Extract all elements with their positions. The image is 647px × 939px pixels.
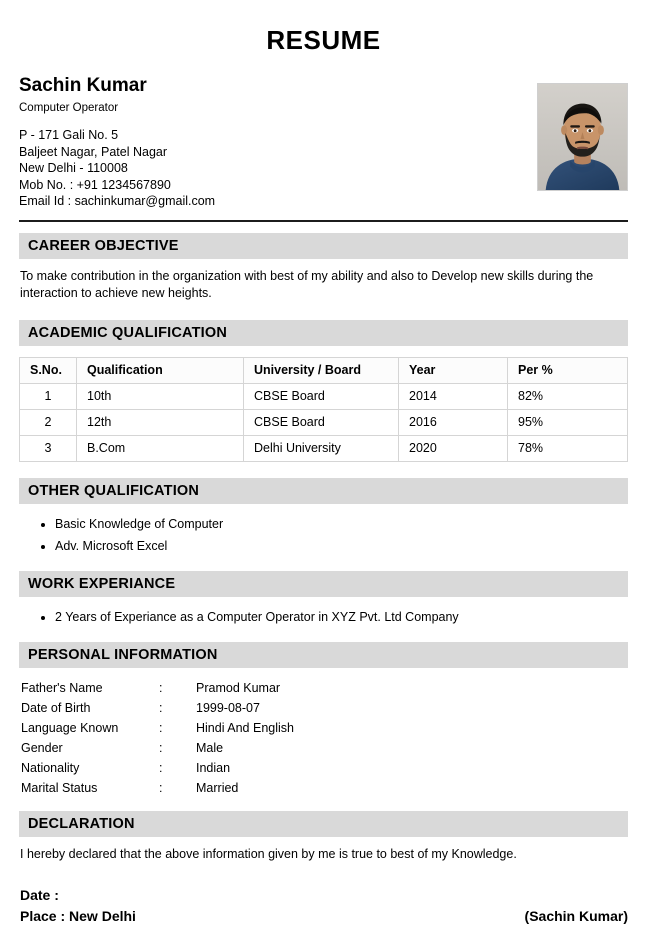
cell-year: 2016 — [399, 409, 508, 435]
personal-info-row — [19, 778, 628, 798]
footer-date-label: Date : — [20, 886, 59, 903]
contact-line-mobile: Mob No. : +91 1234567890 — [19, 177, 171, 192]
contact-line-city: New Delhi - 110008 — [19, 161, 128, 176]
career-objective-text: To make contribution in the organization with best of my ability and also to Develop new skills during the interaction to achieve new heights. — [20, 268, 594, 300]
cell-year: 2014 — [399, 383, 508, 409]
personal-info-label: Father's Name — [21, 680, 103, 695]
declaration-text: I hereby declared that the above information given by me is true to best of my Knowledge. — [20, 846, 517, 861]
cell-university: CBSE Board — [244, 383, 399, 409]
section-title-academic-qualification: ACADEMIC QUALIFICATION — [28, 324, 228, 341]
cell-percent: 82% — [508, 383, 628, 409]
column-header-year: Year — [399, 357, 508, 383]
candidate-name: Sachin Kumar — [19, 75, 147, 97]
other-qualification-list — [19, 513, 628, 557]
page-title: RESUME — [266, 25, 381, 55]
section-header-academic-qualification — [19, 320, 628, 346]
footer-place-label: Place : New Delhi — [20, 907, 136, 924]
personal-info-value: Indian — [196, 760, 231, 775]
personal-info-row — [19, 698, 628, 718]
footer-row — [19, 906, 628, 927]
personal-info-label: Marital Status — [21, 780, 98, 795]
section-header-other-qualification — [19, 478, 628, 504]
personal-info-colon: : — [159, 760, 163, 775]
personal-info-label: Gender — [21, 740, 63, 755]
cell-sno: 1 — [20, 383, 77, 409]
contact-line-address2: Baljeet Nagar, Patel Nagar — [19, 144, 168, 159]
personal-info-colon: : — [159, 780, 163, 795]
candidate-role: Computer Operator — [19, 102, 119, 115]
personal-info-row — [19, 718, 628, 738]
personal-info-label: Nationality — [21, 760, 80, 775]
list-item: • Basic Knowledge of Computer — [55, 513, 628, 535]
contact-line-address1: P - 171 Gali No. 5 — [19, 127, 119, 142]
academic-qualification-table — [19, 357, 628, 462]
cell-sno: 2 — [20, 409, 77, 435]
section-title-career-objective: CAREER OBJECTIVE — [28, 237, 179, 254]
column-header-percent: Per % — [508, 357, 628, 383]
section-header-work-experience — [19, 571, 628, 597]
cell-percent: 95% — [508, 409, 628, 435]
table-row — [20, 383, 628, 409]
section-title-personal-information: PERSONAL INFORMATION — [28, 646, 218, 663]
personal-info-value: Male — [196, 740, 224, 755]
personal-info-value: Married — [196, 780, 239, 795]
personal-info-label: Date of Birth — [21, 700, 91, 715]
portrait-icon — [538, 84, 627, 190]
section-header-declaration — [19, 811, 628, 837]
personal-info-row — [19, 738, 628, 758]
column-header-university: University / Board — [244, 357, 399, 383]
cell-sno: 3 — [20, 435, 77, 461]
work-experience-list — [19, 606, 628, 628]
cell-qualification: 10th — [77, 383, 244, 409]
candidate-photo — [537, 83, 628, 191]
cell-qualification: B.Com — [77, 435, 244, 461]
resume-header — [19, 75, 628, 210]
cell-university: Delhi University — [244, 435, 399, 461]
personal-info-value: 1999-08-07 — [196, 700, 260, 715]
list-item: • Adv. Microsoft Excel — [55, 535, 628, 557]
personal-info-label: Language Known — [21, 720, 119, 735]
section-header-personal-information — [19, 642, 628, 668]
personal-info-colon: : — [159, 680, 163, 695]
personal-info-colon: : — [159, 740, 163, 755]
personal-info-value: Hindi And English — [196, 720, 294, 735]
personal-info-colon: : — [159, 700, 163, 715]
column-header-sno: S.No. — [20, 357, 77, 383]
resume-footer — [19, 885, 628, 927]
personal-info-colon: : — [159, 720, 163, 735]
cell-percent: 78% — [508, 435, 628, 461]
section-header-career-objective — [19, 233, 628, 259]
section-title-other-qualification: OTHER QUALIFICATION — [28, 482, 200, 499]
list-item: • 2 Years of Experiance as a Computer Operator in XYZ Pvt. Ltd Company — [55, 606, 628, 628]
table-header-row — [20, 357, 628, 383]
cell-university: CBSE Board — [244, 409, 399, 435]
contact-line-email: Email Id : sachinkumar@gmail.com — [19, 194, 216, 209]
table-row — [20, 409, 628, 435]
personal-info-row — [19, 758, 628, 778]
personal-information-list — [19, 678, 628, 798]
personal-info-row — [19, 678, 628, 698]
cell-qualification: 12th — [77, 409, 244, 435]
footer-signature: (Sachin Kumar) — [524, 907, 628, 924]
personal-info-value: Pramod Kumar — [196, 680, 281, 695]
column-header-qualification: Qualification — [77, 357, 244, 383]
table-row — [20, 435, 628, 461]
cell-year: 2020 — [399, 435, 508, 461]
section-title-work-experience: WORK EXPERIANCE — [28, 575, 176, 592]
section-title-declaration: DECLARATION — [28, 815, 135, 832]
